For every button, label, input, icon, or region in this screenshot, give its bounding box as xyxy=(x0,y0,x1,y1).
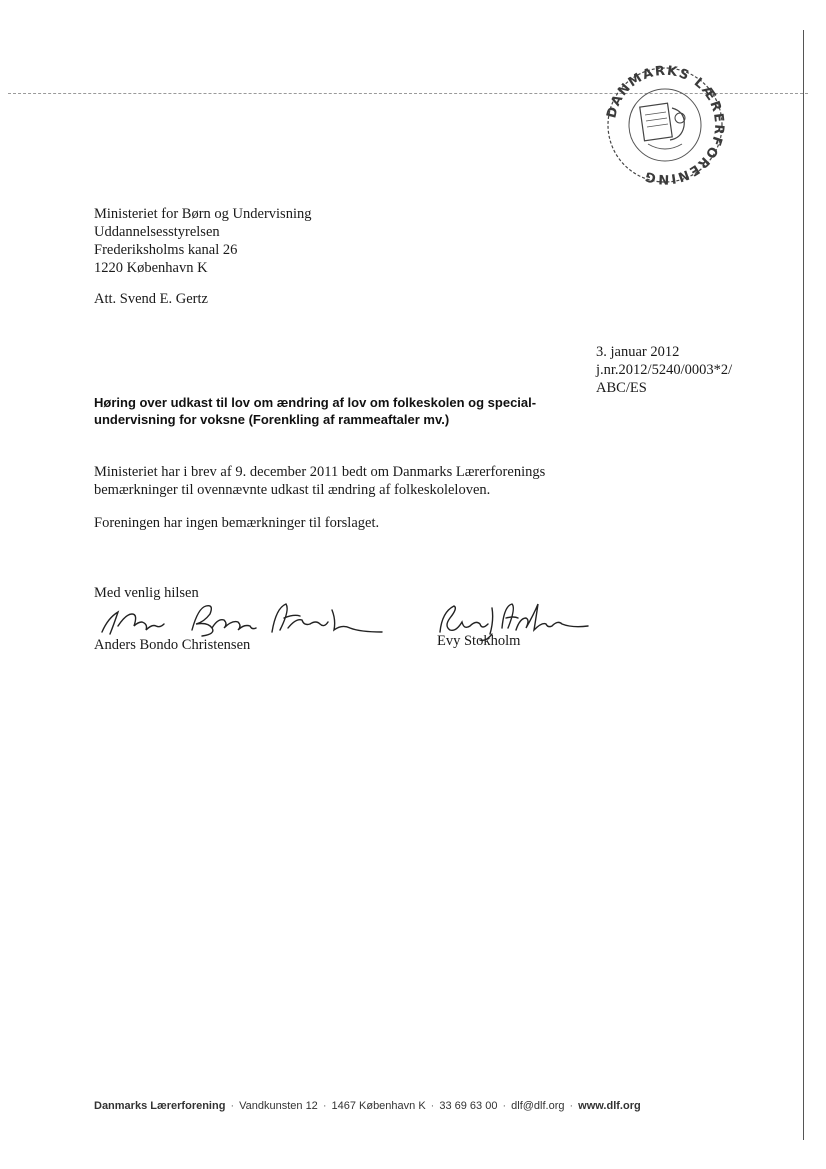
signature-anders-bondo-christensen xyxy=(88,600,388,640)
footer-separator: · xyxy=(569,1100,574,1112)
letter-date: 3. januar 2012 xyxy=(596,344,680,360)
letter-footer xyxy=(94,1100,641,1112)
footer-separator: · xyxy=(230,1100,235,1112)
subject-line: Høring over udkast til lov om ændring af lov om folkeskolen og special- xyxy=(94,395,537,410)
recipient-address xyxy=(94,205,311,277)
body-line: Ministeriet har i brev af 9. december 2011 bedt om Danmarks Lærerforenings xyxy=(94,464,546,480)
recipient-line: Uddannelsesstyrelsen xyxy=(94,224,220,240)
letter-meta xyxy=(596,343,732,397)
journal-number: j.nr.2012/5240/0003*2/ xyxy=(596,362,733,378)
signatory-name-1: Anders Bondo Christensen xyxy=(94,637,251,653)
closing-phrase: Med venlig hilsen xyxy=(94,585,199,601)
subject-line: undervisning for voksne (Forenkling af rammeaftaler mv.) xyxy=(94,412,450,427)
footer-phone: 33 69 63 00 xyxy=(439,1100,498,1112)
footer-street: Vandkunsten 12 xyxy=(239,1100,318,1112)
svg-text:DANMARKS LÆRERFORENING: DANMARKS LÆRERFORENING xyxy=(604,63,727,187)
footer-separator: · xyxy=(322,1100,327,1112)
footer-web[interactable]: www.dlf.org xyxy=(578,1100,641,1112)
subject-heading xyxy=(94,394,564,428)
footer-org: Danmarks Lærerforening xyxy=(94,1100,226,1112)
footer-city: 1467 København K xyxy=(331,1100,426,1112)
initials: ABC/ES xyxy=(596,380,647,396)
footer-separator: · xyxy=(502,1100,507,1112)
body-line: bemærkninger til ovennævnte udkast til ændring af folkeskoleloven. xyxy=(94,482,491,498)
recipient-line: Ministeriet for Børn og Undervisning xyxy=(94,206,312,222)
body-paragraph-1 xyxy=(94,463,564,499)
recipient-line: 1220 København K xyxy=(94,260,208,276)
association-seal xyxy=(600,60,730,190)
right-scan-edge xyxy=(803,30,804,1140)
signatory-name-2: Evy Stokholm xyxy=(437,633,521,649)
body-paragraph-2: Foreningen har ingen bemærkninger til forslaget. xyxy=(94,515,380,531)
footer-email[interactable]: dlf@dlf.org xyxy=(511,1100,565,1112)
footer-separator: · xyxy=(430,1100,435,1112)
attention-line: Att. Svend E. Gertz xyxy=(94,291,208,307)
recipient-line: Frederiksholms kanal 26 xyxy=(94,242,238,258)
